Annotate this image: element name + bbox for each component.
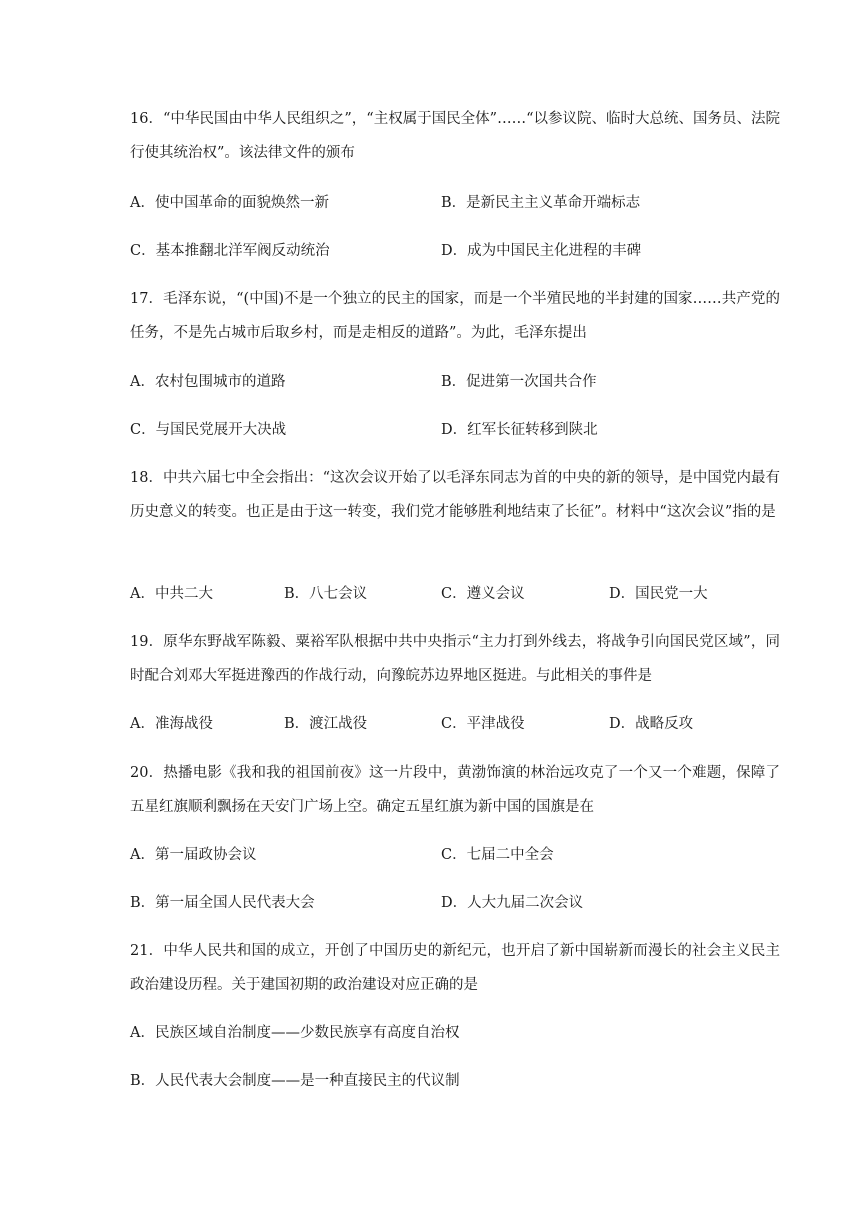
option-c[interactable]: C．与国民党展开大决战: [130, 422, 287, 438]
option-c[interactable]: C．遵义会议: [441, 586, 525, 602]
option-row: [130, 370, 780, 394]
question-18: [130, 461, 780, 529]
option-row: [130, 191, 780, 215]
option-d[interactable]: D．战略反攻: [609, 716, 694, 732]
question-stem: 20．热播电影《我和我的祖国前夜》这一片段中，黄渤饰演的林治远攻克了一个又一个难题，保障了五星红旗顺利飘扬在天安门广场上空。确定五星红旗为新中国的国旗是在: [130, 765, 780, 815]
option-b[interactable]: B．人民代表大会制度——是一种直接民主的代议制: [130, 1073, 460, 1089]
option-row: [130, 418, 780, 442]
option-b[interactable]: B．渡江战役: [284, 716, 368, 732]
option-row: [130, 843, 780, 867]
question-stem: 18．中共六届七中全会指出：“这次会议开始了以毛泽东同志为首的中央的新的领导，是中国党内最有历史意义的转变。也正是由于这一转变，我们党才能够胜利地结束了长征”。材料中“这次会议”指的是: [130, 470, 780, 520]
option-b[interactable]: B．是新民主主义革命开端标志: [441, 195, 641, 211]
question-16: [130, 102, 780, 170]
option-a[interactable]: A．农村包围城市的道路: [130, 374, 286, 390]
option-a[interactable]: A．民族区域自治制度——少数民族享有高度自治权: [130, 1025, 460, 1041]
option-row: [130, 582, 780, 606]
option-row: [130, 891, 780, 915]
option-c[interactable]: C．基本推翻北洋军阀反动统治: [130, 243, 330, 259]
option-b[interactable]: B．促进第一次国共合作: [441, 374, 597, 390]
question-19: [130, 625, 780, 693]
option-d[interactable]: D．红军长征转移到陕北: [441, 422, 598, 438]
option-c[interactable]: C．平津战役: [441, 716, 525, 732]
question-stem: 19．原华东野战军陈毅、粟裕军队根据中共中央指示“主力打到外线去，将战争引向国民党区域”，同时配合刘邓大军挺进豫西的作战行动，向豫皖苏边界地区挺进。与此相关的事件是: [130, 634, 780, 684]
question-stem: 21．中华人民共和国的成立，开创了中国历史的新纪元，也开启了新中国崭新而漫长的社会主义民主政治建设历程。关于建国初期的政治建设对应正确的是: [130, 943, 780, 993]
option-d[interactable]: D．国民党一大: [609, 586, 708, 602]
option-d[interactable]: D．人大九届二次会议: [441, 895, 584, 911]
option-a[interactable]: A．使中国革命的面貌焕然一新: [130, 195, 329, 211]
option-b[interactable]: B．第一届全国人民代表大会: [130, 895, 315, 911]
option-a[interactable]: A．第一届政协会议: [130, 847, 257, 863]
option-a[interactable]: A．准海战役: [130, 716, 213, 732]
question-21: [130, 934, 780, 1002]
question-20: [130, 756, 780, 824]
option-a[interactable]: A．中共二大: [130, 586, 213, 602]
option-row: [130, 239, 780, 263]
option-c[interactable]: C．七届二中全会: [441, 847, 554, 863]
option-d[interactable]: D．成为中国民主化进程的丰碑: [441, 243, 642, 259]
question-stem: 17．毛泽东说，“(中国)不是一个独立的民主的国家，而是一个半殖民地的半封建的国家……共产党的任务，不是先占城市后取乡村，而是走相反的道路”。为此，毛泽东提出: [130, 291, 780, 341]
option-b[interactable]: B．八七会议: [284, 586, 368, 602]
question-stem: 16．“中华民国由中华人民组织之”，“主权属于国民全体”……“以参议院、临时大总统、国务员、法院行使其统治权”。该法律文件的颁布: [130, 111, 781, 161]
option-row: [130, 712, 780, 736]
question-17: [130, 282, 780, 350]
